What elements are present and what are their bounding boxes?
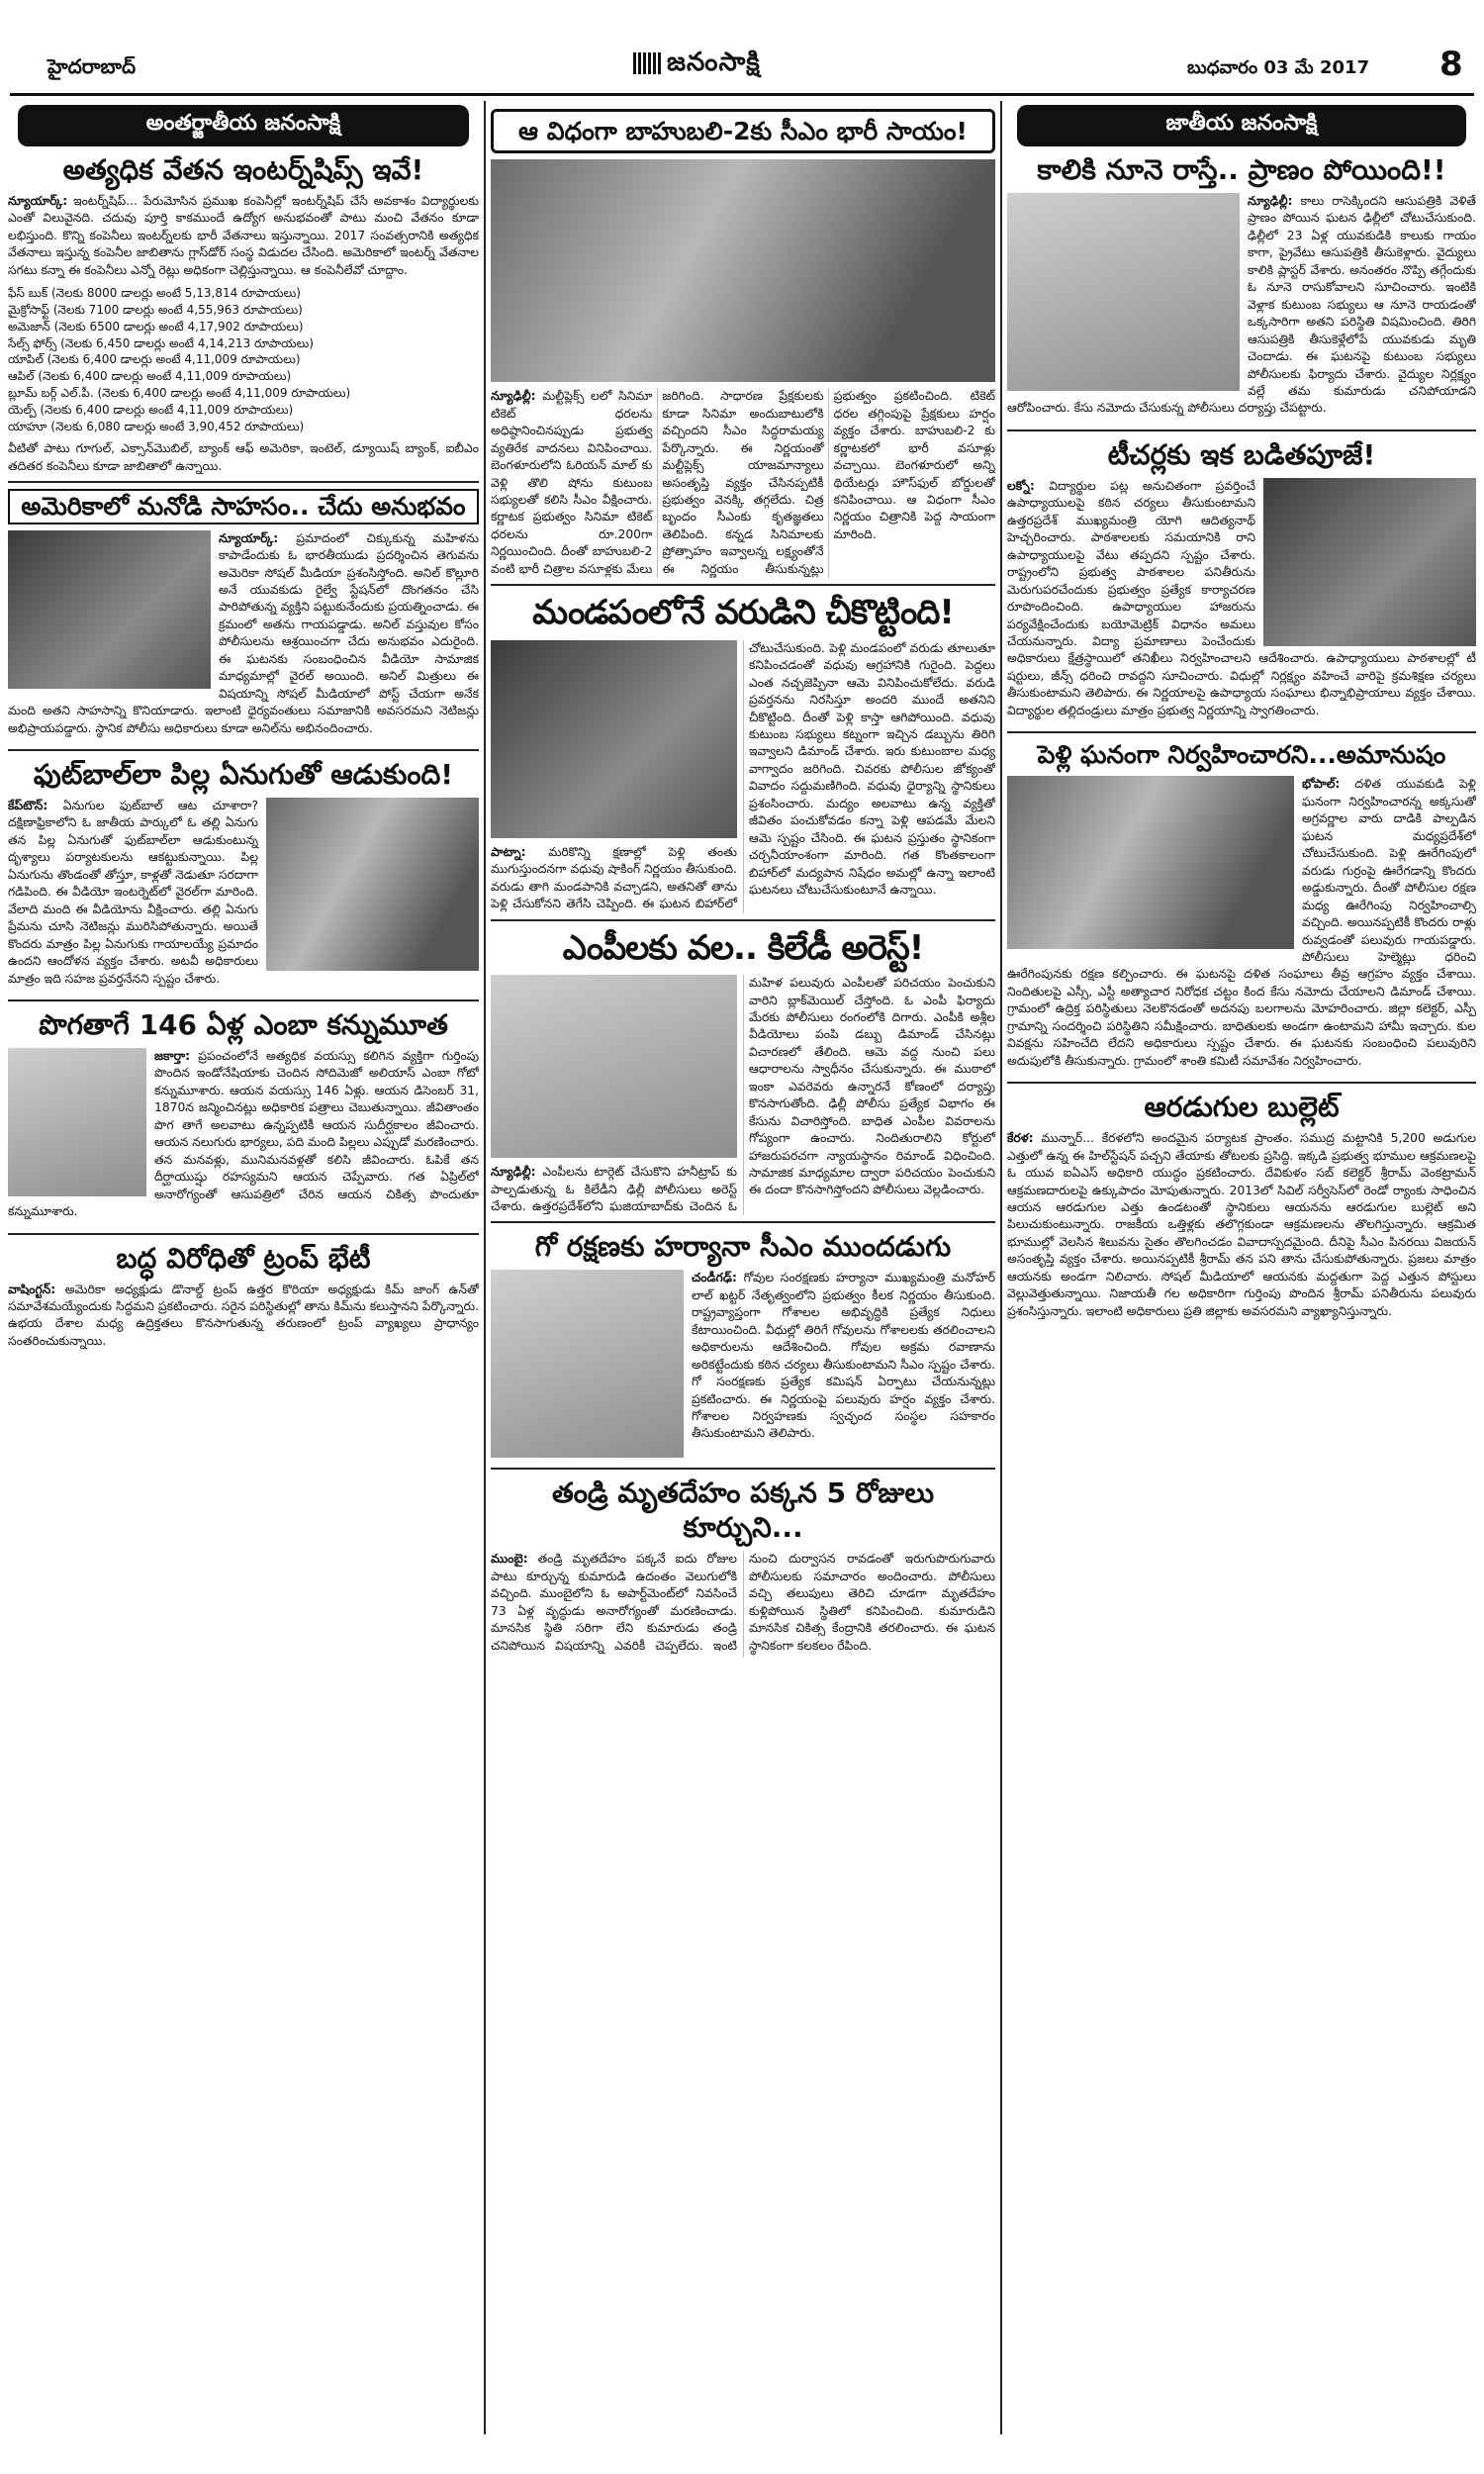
dateline: న్యూయార్క్‌: — [219, 530, 279, 545]
article-divider — [1007, 429, 1476, 431]
salary-item: మైక్రోసాఫ్ట్‌ (నెలకు 7100 డాలర్లు అంటే 4,55,963 రూపాయలు) — [8, 303, 303, 318]
article-trump — [8, 1241, 479, 1351]
dateline: కేరళ: — [1007, 1131, 1034, 1146]
photo-wedding — [491, 640, 737, 838]
article-divider — [491, 584, 995, 586]
article-divider — [8, 999, 479, 1001]
article-marriage — [1007, 739, 1476, 1076]
article-divider — [1007, 731, 1476, 733]
column-international — [8, 101, 479, 2434]
salary-item: యెల్ప్‌ (నెలకు 6,400 డాలర్లు అంటే 4,11,009 రూపాయలు) — [8, 402, 294, 417]
headline-oil: కాలికి నూనె రాస్తే.. ప్రాణం పోయింది!! — [1037, 153, 1446, 186]
photo-police-procession — [1007, 776, 1294, 949]
section-title-national: జాతీయ జనంసాక్షి — [1017, 105, 1466, 146]
page-number: 8 — [1439, 45, 1463, 84]
body-text: మున్నార్‌... కేరళలోని అందమైన పర్యాటక ప్రాంతం. సముద్ర మట్టానికి 5,200 అడుగుల ఎత్తులో ఉన్న ఈ హిల్‌స్టేషన్‌ పచ్చని తేయాకు తోటలకు ప్రసిద్ధి. ఇక్కడి ప్రభుత్వ భూముల ఆక్రమణలపై ఓ యువ ఐఏఎస్‌ అధికారి యుద్ధం ప్రకటించారు. దేవికుళం సబ్‌ కలెక్టర్‌ శ్రీరామ్‌ వెంకట్రామన్‌ ఆక్రమణదారులపై ఉక్కుపాదం మోపుతున్నారు. 2013లో సివిల్‌ సర్వీసెస్‌లో రెండో ర్యాంకు సాధించిన ఆయన ఆరడుగుల ఎత్తు ఉండటంతో స్థానికులు ఆయనను ఆరడుగుల బుల్లెట్‌ అని పిలుచుకుంటున్నారు. రాజకీయ ఒత్తిళ్లకు తలొగ్గకుండా ఆక్రమణలను తొలగిస్తున్నారు. ఆక్రమిత భూముల్లో వెలసిన శిలువను సైతం తొలగించడం వివాదాస్పదమైంది. దీనిపై సీఎం పినరయి విజయన్‌ అసంతృప్తి వ్యక్తం చేశారు. అయినప్పటికీ శ్రీరామ్‌ తన పని తాను చేసుకుపోతున్నారు. ప్రజలు మాత్రం ఆయనకు అండగా నిలిచారు. సోషల్‌ మీడియాలో ఆయనకు మద్దతుగా పెద్ద ఎత్తున పోస్టులు వెల్లువెత్తుతున్నాయి. నిజాయతీ గల అధికారిగా గుర్తింపు పొందిన శ్రీరామ్‌ పనితీరును పలువురు ప్రశంసిస్తున్నారు. ఇలాంటి అధికారులు ప్రతి జిల్లాకు అవసరమని వ్యాఖ్యానిస్తున్నారు. — [1007, 1131, 1476, 1318]
body-text: ఎంపీలను టార్గెట్‌ చేసుకొని హనీట్రాప్‌ కు పాల్పడుతున్న ఓ కిలేడీని ఢిల్లీ పోలీసులు అరెస్ట్‌ చేశారు. ఉత్తరప్రదేశ్‌లోని ఘజియాబాద్‌కు చెందిన ఓ మహిళ పలువురు ఎంపీలతో పరిచయం పెంచుకుని వారిని బ్లాక్‌మెయిల్‌ చేస్తోంది. ఓ ఎంపీ ఫిర్యాదు మేరకు పోలీసులు రంగంలోకి దిగారు. ఎంపీకి అశ్లీల వీడియోలు పంపి డబ్బు డిమాండ్‌ చేసినట్లు విచారణలో తేలింది. ఆమె వద్ద నుంచి పలు ఆధారాలను స్వాధీనం చేసుకున్నారు. ఈ ముఠాలో ఇంకా ఎవరెవరు ఉన్నారనే కోణంలో దర్యాప్తు కొనసాగుతోంది. ఢిల్లీ పోలీసు ప్రత్యేక విభాగం ఈ కేసును విచారిస్తోంది. బాధిత ఎంపీల వివరాలను గోప్యంగా ఉంచారు. నిందితురాలిని కోర్టులో హాజరుపరచగా న్యాయస్థానం రిమాండ్‌ విధించింది. సామాజిక మాధ్యమాల ద్వారా పరిచయం పెంచుకుని ఈ దందా కొనసాగిస్తోందని పోలీసులు వెల్లడించారు. — [491, 976, 995, 1213]
article-divider — [1007, 1082, 1476, 1084]
logo-text: జనంసాక్షి — [667, 48, 761, 77]
body-text: గోవుల సంరక్షణకు హర్యానా ముఖ్యమంత్రి మనోహర్‌ లాల్‌ ఖట్టర్‌ నేతృత్వంలోని ప్రభుత్వం కీలక నిర్ణయం తీసుకుంది. రాష్ట్రవ్యాప్తంగా గోశాలల అభివృద్ధికి ప్రత్యేక నిధులు కేటాయించింది. వీధుల్లో తిరిగే గోవులను గోశాలలకు తరలించాలని అధికారులను ఆదేశించింది. గోవుల అక్రమ రవాణాను అరికట్టేందుకు కఠిన చర్యలు తీసుకుంటామని సీఎం స్పష్టం చేశారు. గో సంరక్షణకు ప్రత్యేక కమిషన్‌ ఏర్పాటు చేయనున్నట్లు ప్రకటించారు. ఈ నిర్ణయంపై పలువురు హర్షం వ్యక్తం చేశారు. గోశాలల నిర్వహణకు స్వచ్ఛంద సంస్థల సహకారం తీసుకుంటామని తెలిపారు. — [692, 1271, 995, 1441]
headline-marriage: పెళ్లి ఘనంగా నిర్వహించారని...అమానుషం — [1037, 740, 1446, 770]
photo-smoker — [8, 1048, 146, 1196]
dateline: న్యూయార్క్‌: — [8, 194, 68, 208]
body-text: అమెరికా అధ్యక్షుడు డొనాల్డ్‌ ట్రంప్‌ ఉత్తర కొరియా అధ్యక్షుడు కిమ్‌ జాంగ్‌ ఉన్‌తో సమావేశమయ్యేందుకు సిద్ధమని ప్రకటించారు. సరైన పరిస్థితుల్లో తాను కిమ్‌ను కలుస్తానని పేర్కొన్నారు. ఉభయ దేశాల మధ్య ఉద్రిక్తతలు కొనసాగుతున్న తరుణంలో ట్రంప్‌ వ్యాఖ్యలు ప్రాధాన్యం సంతరించుకున్నాయి. — [8, 1282, 479, 1348]
salary-item: యాపిల్‌ (నెలకు 6,400 డాలర్లు అంటే 4,11,009 రూపాయలు) — [8, 352, 301, 367]
dateline: న్యూఢిల్లీ: — [491, 1165, 536, 1180]
article-mp — [491, 927, 995, 1216]
headline-haryana: గో రక్షణకు హర్యానా సీఎం ముందడుగు — [534, 1230, 952, 1264]
dateline: చండీగఢ్‌: — [692, 1271, 737, 1285]
headline-trump: బద్ధ విరోధితో ట్రంప్‌ భేటీ — [116, 1241, 371, 1275]
dateline: వాషింగ్టన్‌: — [8, 1282, 56, 1296]
column-national — [1007, 101, 1476, 2434]
header-city: హైదరాబాద్ — [47, 54, 137, 78]
headline-smoker: పొగతాగే 146 ఏళ్ల ఎంబా కన్నుమూత — [39, 1008, 448, 1042]
article-body — [491, 388, 995, 578]
headline-father: తండ్రి మృతదేహం పక్కన 5 రోజులు కూర్చుని... — [551, 1476, 935, 1545]
dateline: జకార్తా: — [154, 1049, 191, 1064]
headline-baahubali: ఆ విధంగా బాహుబలి-2కు సీఎం భారీ సాయం! — [491, 109, 995, 153]
article-divider — [491, 1468, 995, 1470]
body-text: దళిత యువకుడి పెళ్లి ఘనంగా నిర్వహించారన్న అక్కసుతో అగ్రవర్ణాల వారు దాడికి పాల్పడిన ఘటన మధ్యప్రదేశ్‌లో చోటుచేసుకుంది. పెళ్లి ఊరేగింపులో వరుడు గుర్రంపై ఊరేగడాన్ని కొందరు అడ్డుకున్నారు. దీంతో పోలీసుల రక్షణ మధ్య ఊరేగింపు నిర్వహించాల్సి వచ్చింది. అయినప్పటికీ కొందరు రాళ్లు రువ్వడంతో పలువురు గాయపడ్డారు. పోలీసులు హెల్మెట్లు ధరించి ఊరేగింపునకు రక్షణ కల్పించారు. ఈ ఘటనపై దళిత సంఘాలు తీవ్ర ఆగ్రహం వ్యక్తం చేశాయి. నిందితులపై ఎస్సీ, ఎస్టీ అత్యాచార నిరోధక చట్టం కింద కేసు నమోదు చేయాలని డిమాండ్‌ చేశాయి. గ్రామంలో ఉద్రిక్త పరిస్థితులు నెలకొనడంతో అదనపు బలగాలను మోహరించారు. జిల్లా కలెక్టర్‌, ఎస్పీ గ్రామాన్ని సందర్శించి పరిస్థితిని సమీక్షించారు. బాధితులకు అండగా ఉంటామని హామీ ఇచ్చారు. కుల వివక్షను సహించేది లేదని అధికారులు స్పష్టం చేశారు. ఈ ఘటనకు సంబంధించి పలువురిని అదుపులోకి తీసుకున్నారు. గ్రామంలో శాంతి కమిటీ సమావేశం నిర్వహించారు. — [1007, 777, 1476, 1068]
headline-internship: అత్యధిక వేతన ఇంటర్న్‌షిప్స్‌ ఇవే! — [62, 153, 424, 186]
article-divider — [8, 749, 479, 751]
headline-mp: ఎంపీలకు వల.. కిలేడీ అరెస్ట్‌! — [562, 927, 924, 968]
article-bullet — [1007, 1090, 1476, 1320]
article-divider — [8, 1233, 479, 1235]
salary-item: ఆపిల్‌ (నెలకు 6,400 డాలర్లు అంటే 4,11,009 రూపాయలు) — [8, 369, 292, 384]
article-tail: వీటితో పాటు గూగుల్‌, ఎక్సాన్‌మొబిల్‌, బ్యాంక్‌ ఆఫ్‌ అమెరికా, ఇంటెల్‌, డ్యూయిష్‌ బ్యాంక్‌, ఐబీఎం తదితర కంపెనీలు కూడా జాబితాలో ఉన్నాయి. — [8, 441, 479, 473]
header-date: బుధవారం 03 మే 2017 — [1187, 57, 1370, 78]
article-body — [1007, 1130, 1476, 1320]
salary-item: యాహూ (నెలకు 6,080 డాలర్లు అంటే 3,90,452 రూపాయలు) — [8, 419, 305, 433]
photo-baahubali-team — [491, 159, 995, 382]
article-body — [491, 1551, 995, 1658]
column-center — [491, 101, 995, 2434]
body-text: తండ్రి మృతదేహం పక్కనే ఐదు రోజుల పాటు కూర్చున్న కుమారుడి ఉదంతం వెలుగులోకి వచ్చింది. ముంబైలోని ఓ అపార్ట్‌మెంట్‌లో నివసించే 73 ఏళ్ల వృద్ధుడు అనారోగ్యంతో మరణించాడు. మానసిక స్థితి సరిగా లేని కుమారుడు తండ్రి చనిపోయిన విషయాన్ని ఎవరికీ చెప్పలేదు. ఇంటి నుంచి దుర్వాసన రావడంతో ఇరుగుపొరుగువారు పోలీసులకు సమాచారం అందించారు. పోలీసులు వచ్చి తలుపులు తెరిచి చూడగా మృతదేహం కుళ్లిపోయిన స్థితిలో కనిపించింది. కుమారుడిని మానసిక చికిత్స కేంద్రానికి తరలించారు. ఈ ఘటన స్థానికంగా కలకలం రేపింది. — [491, 1552, 995, 1653]
salary-item: సేల్స్‌ ఫోర్స్‌ (నెలకు 6,450 డాలర్లు అంటే 4,14,213 రూపాయలు) — [8, 335, 314, 350]
salary-item: అమెజాన్‌ (నెలకు 6500 డాలర్లు అంటే 4,17,902 రూపాయలు) — [8, 319, 304, 333]
body-text: ఇంటర్న్‌షిప్‌... పేరుమోసిన ప్రముఖ కంపెనీల్లో ఇంటర్న్‌షిప్‌ చేసే అవకాశం విద్యార్థులకు ఎంతో విలువైనది. చదువు పూర్తి కాకముందే ఉద్యోగ అనుభవంతో పాటు మంచి వేతనం కూడా లభిస్తుంది. కొన్ని కంపెనీలు ఇంటర్న్‌లకు భారీ వేతనాలు ఇస్తున్నాయి. 2017 సంవత్సరానికి అత్యధిక వేతనాలు ఇస్తున్న కంపెనీల జాబితాను గ్లాస్‌డోర్‌ సంస్థ విడుదల చేసింది. అమెరికాలో ఇంటర్న్‌ వేతనాల సగటు కన్నా ఈ కంపెనీలు ఎన్నో రెట్లు అధికంగా చెల్లిస్తున్నాయి. ఆ కంపెనీలేవో చూద్దాం. — [8, 194, 479, 277]
body-text: మల్టీప్లెక్స్‌ లలో సినిమా టికెట్‌ ధరలను అధిష్ఠానించినప్పుడు ప్రభుత్వ వ్యతిరేక వాదనలు వినిపించాయి. బెంగళూరులోని ఓరియన్‌ మాల్‌ కు వెళ్లి తొలి షోను కుటుంబ సభ్యులతో కలిసి సీఎం వీక్షించారు. కర్ణాటక ప్రభుత్వం సినిమా టికెట్‌ ధరలను రూ.200గా నిర్ణయించింది. దీంతో బాహుబలి-2 వంటి భారీ చిత్రాల వసూళ్లకు మేలు జరిగింది. సాధారణ ప్రేక్షకులకు కూడా సినిమా అందుబాటులోకి వచ్చిందని సీఎం సిద్ధరామయ్య పేర్కొన్నారు. ఈ నిర్ణయంతో మల్టీప్లెక్స్‌ యాజమాన్యాలు అసంతృప్తి వ్యక్తం చేసినప్పటికీ ప్రభుత్వం వెనక్కి తగ్గలేదు. చిత్ర బృందం సీఎంకు కృతజ్ఞతలు తెలిపింది. కన్నడ సినిమాలకు ప్రోత్సాహం ఇవ్వాలన్న లక్ష్యంతోనే ఈ నిర్ణయం తీసుకున్నట్లు ప్రభుత్వం ప్రకటించింది. టికెట్‌ ధరల తగ్గింపుపై ప్రేక్షకులు హర్షం వ్యక్తం చేశారు. బాహుబలి-2 కు కర్ణాటకలో భారీ వసూళ్లు వచ్చాయి. బెంగళూరులో అన్ని థియేటర్లు హౌస్‌ఫుల్‌ బోర్డులతో కనిపించాయి. ఆ విధంగా సీఎం నిర్ణయం చిత్రానికి పెద్ద సాయంగా మారింది. — [491, 389, 995, 576]
article-divider — [491, 1221, 995, 1223]
logo-mark-icon — [633, 52, 661, 74]
body-text: మరికొన్ని క్షణాల్లో పెళ్లి తంతు ముగుస్తుందనగా వధువు షాకింగ్‌ నిర్ణయం తీసుకుంది. వరుడు తాగి మండపానికి వచ్చాడని, అతనితో తాను పెళ్లి చేసుకోనని తెగేసి చెప్పింది. ఈ ఘటన బిహార్‌లో చోటుచేసుకుంది. పెళ్లి మండపంలో వరుడు తూలుతూ కనిపించడంతో వధువు ఆగ్రహానికి గురైంది. పెద్దలు ఎంత నచ్చజెప్పినా ఆమె వినిపించుకోలేదు. వరుడి ప్రవర్తనను నిరసిస్తూ అందరి ముందే అతనిని చీకొట్టింది. దీంతో పెళ్లి కాస్తా ఆగిపోయింది. వధువు కుటుంబ సభ్యులు కట్నంగా ఇచ్చిన డబ్బును తిరిగి ఇవ్వాలని డిమాండ్‌ చేశారు. ఇరు కుటుంబాల మధ్య వాగ్వాదం జరిగింది. చివరకు పోలీసుల జోక్యంతో వివాదం సద్దుమణిగింది. వధువు ధైర్యాన్ని స్థానికులు ప్రశంసించారు. మద్యం అలవాటు ఉన్న వ్యక్తితో జీవితం పంచుకోవడం కన్నా పెళ్లి ఆపడమే మేలని ఆమె స్పష్టం చేసింది. ఈ ఘటన ప్రస్తుతం స్థానికంగా చర్చనీయాంశంగా మారింది. గత కొంతకాలంగా బిహార్‌లో మద్యపాన నిషేధం అమల్లో ఉన్నా ఇలాంటి ఘటనలు చోటుచేసుకుంటూనే ఉన్నాయి. — [491, 640, 995, 911]
masthead-logo — [633, 48, 761, 83]
article-smoker — [8, 1007, 479, 1227]
article-teachers — [1007, 437, 1476, 725]
header-rule — [10, 93, 1474, 96]
dateline: పాట్నా: — [491, 844, 526, 859]
headline-teachers: టీచర్లకు ఇక బడితపూజే! — [1107, 437, 1376, 471]
body-text: ప్రపంచంలోనే అత్యధిక వయస్సు కలిగిన వ్యక్తిగా గుర్తింపు పొందిన ఇండోనేషియాకు చెందిన సోదిమెజో అలియాస్‌ ఎంబా గోటో కన్నుమూశారు. ఆయన వయస్సు 146 ఏళ్లు. ఆయన డిసెంబర్‌ 31, 1870న జన్మించినట్లు అధికారిక పత్రాలు చెబుతున్నాయి. జీవితాంతం పొగ తాగే అలవాటు ఉన్నప్పటికీ ఆయన సుదీర్ఘకాలం జీవించారు. ఆయన నలుగురు భార్యలు, పది మంది పిల్లలు ఎప్పుడో మరణించారు. తన మనవళ్లు, మునిమనవళ్లతో కలిసి జీవించారు. ఓపికే తన దీర్ఘాయుష్షు రహస్యమని ఆయన చెప్పేవారు. గత ఏప్రిల్‌లో అనారోగ్యంతో ఆసుపత్రిలో చేరిన ఆయన చికిత్స పొందుతూ కన్నుమూశారు. — [8, 1049, 479, 1219]
headline-america: అమెరికాలో మనోడి సాహసం.. చేదు అనుభవం — [8, 489, 479, 523]
article-divider — [8, 481, 479, 483]
article-body-columns — [491, 1551, 995, 1658]
dateline: న్యూఢిల్లీ: — [491, 389, 536, 404]
article-body — [8, 193, 479, 279]
body-text: ప్రమాదంలో చిక్కుకున్న మహిళను కాపాడేందుకు ఓ భారతీయుడు ప్రదర్శించిన తెగువను అమెరికా సోషల్‌ మీడియా ప్రశంసిస్తోంది. అనిల్‌ కొల్లూరి అనే యువకుడు రైల్వే స్టేషన్‌లో దొంగతనం చేసి పారిపోతున్న వ్యక్తిని పట్టుకునేందుకు ప్రయత్నించాడు. ఈ క్రమంలో అతను గాయపడ్డాడు. అనిల్‌ వస్తువుల కోసం పోలీసులను ఆశ్రయించగా చేదు అనుభవం ఎదురైంది. ఈ ఘటనకు సంబంధించిన వీడియో సామాజిక మాధ్యమాల్లో వైరల్‌ అయింది. అనిల్‌ మిత్రులు ఈ విషయాన్ని సోషల్‌ మీడియాలో పోస్ట్‌ చేయగా అనేక మంది అతని సాహసాన్ని కొనియాడారు. ఇలాంటి ధైర్యవంతులు సమాజానికి అవసరమని నెటిజన్లు అభిప్రాయపడ్డారు. స్థానిక పోలీసు అధికారులు కూడా అనిల్‌ను అభినందించారు. — [8, 530, 479, 735]
column-divider — [1000, 101, 1002, 2434]
headline-bullet: ఆరడుగుల బుల్లెట్‌ — [1144, 1091, 1340, 1124]
photo-elephants — [266, 798, 479, 971]
salary-item: ఫేస్‌ బుక్‌ (నెలకు 8000 డాలర్లు అంటే 5,13,814 రూపాయలు) — [8, 286, 301, 301]
photo-yogi — [1263, 478, 1476, 646]
article-body — [8, 1282, 479, 1351]
photo-arrested-woman — [491, 975, 737, 1158]
photo-bandaged-leg — [1007, 193, 1240, 391]
headline-elephant: ఫుట్‌బాల్‌లా పిల్ల ఏనుగుతో ఆడుకుంది! — [33, 758, 454, 792]
article-divider — [491, 919, 995, 921]
body-text: ఏనుగుల ఫుట్‌బాల్‌ ఆట చూశారా? దక్షిణాఫ్రికాలోని ఓ జాతీయ పార్కులో ఓ తల్లి ఏనుగు తన పిల్ల ఏనుగుతో ఫుట్‌బాల్‌లా ఆడుకుంటున్న దృశ్యాలు పర్యాటకులను ఆకట్టుకున్నాయి. పిల్ల ఏనుగును తొండంతో తోస్తూ, కాళ్లతో నెడుతూ సరదాగా గడిపింది. ఈ వీడియో ఇంటర్నెట్‌లో వైరల్‌గా మారింది. వేలాది మంది ఈ వీడియోను వీక్షించారు. తల్లి ఏనుగు ప్రేమను చూసి నెటిజన్లు మురిసిపోతున్నారు. అయితే కొందరు మాత్రం పిల్ల ఏనుగుకు గాయాలయ్యే ప్రమాదం ఉందని ఆందోళన వ్యక్తం చేశారు. అటవీ అధికారులు మాత్రం ఇది సహజ ప్రవర్తనేనని స్పష్టం చేశారు. — [8, 799, 258, 986]
column-divider — [484, 101, 486, 2434]
photo-america — [8, 530, 211, 689]
photo-haryana-cm — [491, 1270, 684, 1458]
article-body-columns — [491, 640, 995, 913]
article-body-columns — [491, 975, 995, 1215]
body-text: విద్యార్థుల పట్ల అనుచితంగా ప్రవర్తించే ఉపాధ్యాయులపై కఠిన చర్యలు తీసుకుంటామని ఉత్తరప్రదేశ్‌ ముఖ్యమంత్రి యోగి ఆదిత్యనాథ్‌ హెచ్చరించారు. పాఠశాలలకు సమయానికి రాని ఉపాధ్యాయులపై వేటు తప్పదని స్పష్టం చేశారు. రాష్ట్రంలోని ప్రభుత్వ పాఠశాలల పనితీరును మెరుగుపరచేందుకు ప్రభుత్వం ప్రత్యేక కార్యాచరణ రూపొందించింది. ఉపాధ్యాయుల హాజరును పర్యవేక్షించేందుకు బయోమెట్రిక్‌ విధానం అమలు చేయనున్నారు. విద్యా ప్రమాణాలు పెంచేందుకు అధికారులు క్షేత్రస్థాయిలో తనిఖీలు నిర్వహించాలని ఆదేశించారు. ఉపాధ్యాయులు పాఠశాలల్లో టీ షర్టులు, జీన్స్‌ ధరించి రావద్దని సూచించారు. విధుల్లో నిర్లక్ష్యం వహించే వారిపై క్రమశిక్షణ చర్యలు తీసుకుంటామని తెలిపారు. ఈ నిర్ణయాలపై ఉపాధ్యాయ సంఘాలు భిన్నాభిప్రాయాలు వ్యక్తం చేశాయి. విద్యార్థుల తల్లిదండ్రులు మాత్రం ప్రభుత్వ నిర్ణయాన్ని స్వాగతించారు. — [1007, 478, 1476, 717]
headline-wedding: మండపంలోనే వరుడిని చీకొట్టింది! — [532, 593, 954, 633]
article-internship — [8, 152, 479, 475]
article-america — [8, 489, 479, 743]
article-baahubali — [491, 109, 995, 578]
dateline: ముంబై: — [491, 1552, 528, 1567]
dateline: లక్నో: — [1007, 478, 1035, 493]
article-haryana — [491, 1229, 995, 1462]
dateline: భోపాల్‌: — [1302, 777, 1341, 792]
article-oil — [1007, 152, 1476, 424]
article-wedding — [491, 592, 995, 912]
section-title-international: అంతర్జాతీయ జనంసాక్షి — [18, 105, 469, 146]
article-elephant — [8, 757, 479, 994]
article-body-columns — [491, 388, 995, 578]
page-header — [0, 0, 1484, 94]
article-father — [491, 1475, 995, 1658]
body-text: కాలు రాసెక్కిందని ఆసుపత్రికి వెళితే ప్రాణం పోయిన ఘటన ఢిల్లీలో చోటుచేసుకుంది. ఢిల్లీలో 23 ఏళ్ల యువకుడికి కాలుకు గాయం కాగా, ప్రైవేటు ఆసుపత్రికి తీసుకెళ్లారు. వైద్యులు కాలికి ప్లాస్టర్‌ వేశారు. అనంతరం నొప్పి తగ్గేందుకు ఓ నూనె రాసుకోవాలని సూచించారు. ఇంటికి వెళ్లాక కుటుంబ సభ్యులు ఆ నూనె రాయడంతో ఒక్కసారిగా అతని పరిస్థితి విషమించింది. తిరిగి ఆసుపత్రికి తీసుకెళ్లేలోపే యువకుడు మృతి చెందాడు. ఈ ఘటనపై కుటుంబ సభ్యులు పోలీసులకు ఫిర్యాదు చేశారు. వైద్యుల నిర్లక్ష్యం వల్లే తమ కుమారుడు చనిపోయాడని ఆరోపించారు. కేసు నమోదు చేసుకున్న పోలీసులు దర్యాప్తు చేపట్టారు. — [1007, 194, 1476, 416]
salary-list — [8, 285, 479, 434]
dateline: కేప్‌టౌన్‌: — [8, 799, 48, 813]
dateline: న్యూఢిల్లీ: — [1248, 194, 1293, 208]
salary-item: బ్లూమ్‌ బర్గ్‌ ఎల్‌.పీ. (నెలకు 6,400 డాలర్లు అంటే 4,11,009 రూపాయలు) — [8, 386, 351, 401]
